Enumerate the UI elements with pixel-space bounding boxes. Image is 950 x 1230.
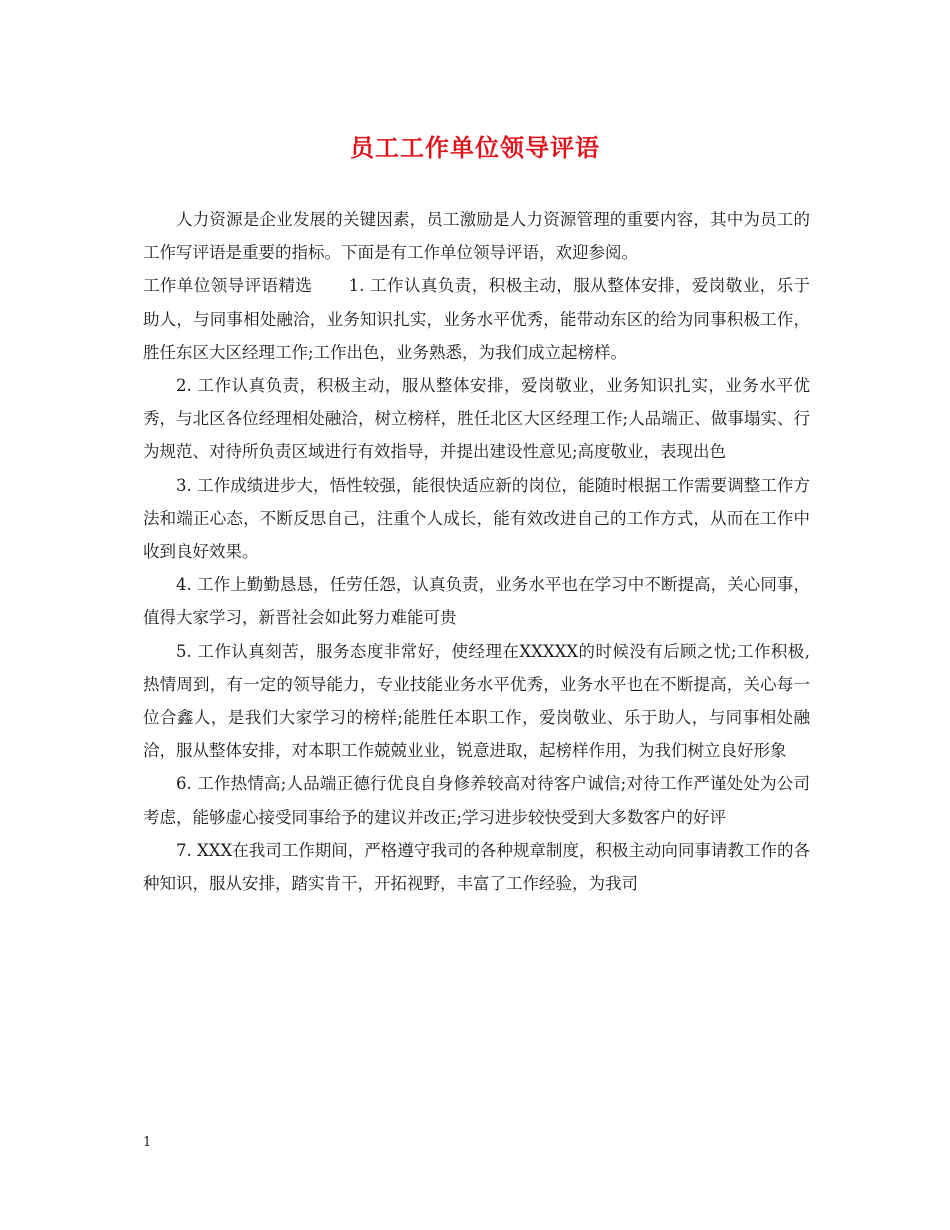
item-4-paragraph: 4. 工作上勤勤恳恳，任劳任怨，认真负责，业务水平也在学习中不断提高，关心同事，值得大家学习，新晋社会如此努力难能可贵 <box>143 575 810 628</box>
item-7-paragraph: 7. XXX在我司工作期间，严格遵守我司的各种规章制度，积极主动向同事请教工作的各种知识，服从安排，踏实肯干，开拓视野，丰富了工作经验，为我司 <box>143 840 810 894</box>
document-body <box>143 203 810 900</box>
item-2-paragraph: 2. 工作认真负责，积极主动，服从整体安排，爱岗敬业，业务知识扎实，业务水平优秀，与北区各位经理相处融洽，树立榜样，胜任北区大区经理工作;人品端正、做事塌实、行为规范、对待所负责区域进行有效指导，并提出建设性意见;高度敬业，表现出色 <box>143 376 810 462</box>
item-6-paragraph: 6. 工作热情高;人品端正德行优良自身修养较高对待客户诚信;对待工作严谨处处为公司考虑，能够虚心接受同事给予的建议并改正;学习进步较快受到大多数客户的好评 <box>143 774 810 827</box>
page-number: 1 <box>143 1135 152 1150</box>
item-3-paragraph: 3. 工作成绩进步大，悟性较强，能很快适应新的岗位，能随时根据工作需要调整工作方法和端正心态，不断反思自己，注重个人成长，能有效改进自己的工作方式，从而在工作中收到良好效果。 <box>143 475 810 562</box>
item-1-text: 1. 工作认真负责，积极主动，服从整体安排，爱岗敬业，乐于助人，与同事相处融洽，业务知识扎实，业务水平优秀，能带动东区的给为同事积极工作，胜任东区大区经理工作;工作出色，业务熟悉，为我们成立起榜样。 <box>143 276 811 362</box>
intro-paragraph: 人力资源是企业发展的关键因素，员工激励是人力资源管理的重要内容，其中为员工的工作写评语是重要的指标。下面是有工作单位领导评语，欢迎参阅。 <box>143 210 810 263</box>
item-5-paragraph: 5. 工作认真刻苦，服务态度非常好，使经理在XXXXX的时候没有后顾之忧;工作积极,热情周到，有一定的领导能力，专业技能业务水平优秀，业务水平也在不断提高，关心每一位合鑫人，是我们大家学习的榜样;能胜任本职工作，爱岗敬业、乐于助人，与同事相处融洽，服从整体安排，对本职工作兢兢业业，锐意进取，起榜样作用，为我们树立良好形象 <box>143 641 810 761</box>
item-1-paragraph <box>143 269 810 369</box>
section-heading: 工作单位领导评语精选 <box>143 276 313 296</box>
document-title: 员工工作单位领导评语 <box>350 133 600 162</box>
